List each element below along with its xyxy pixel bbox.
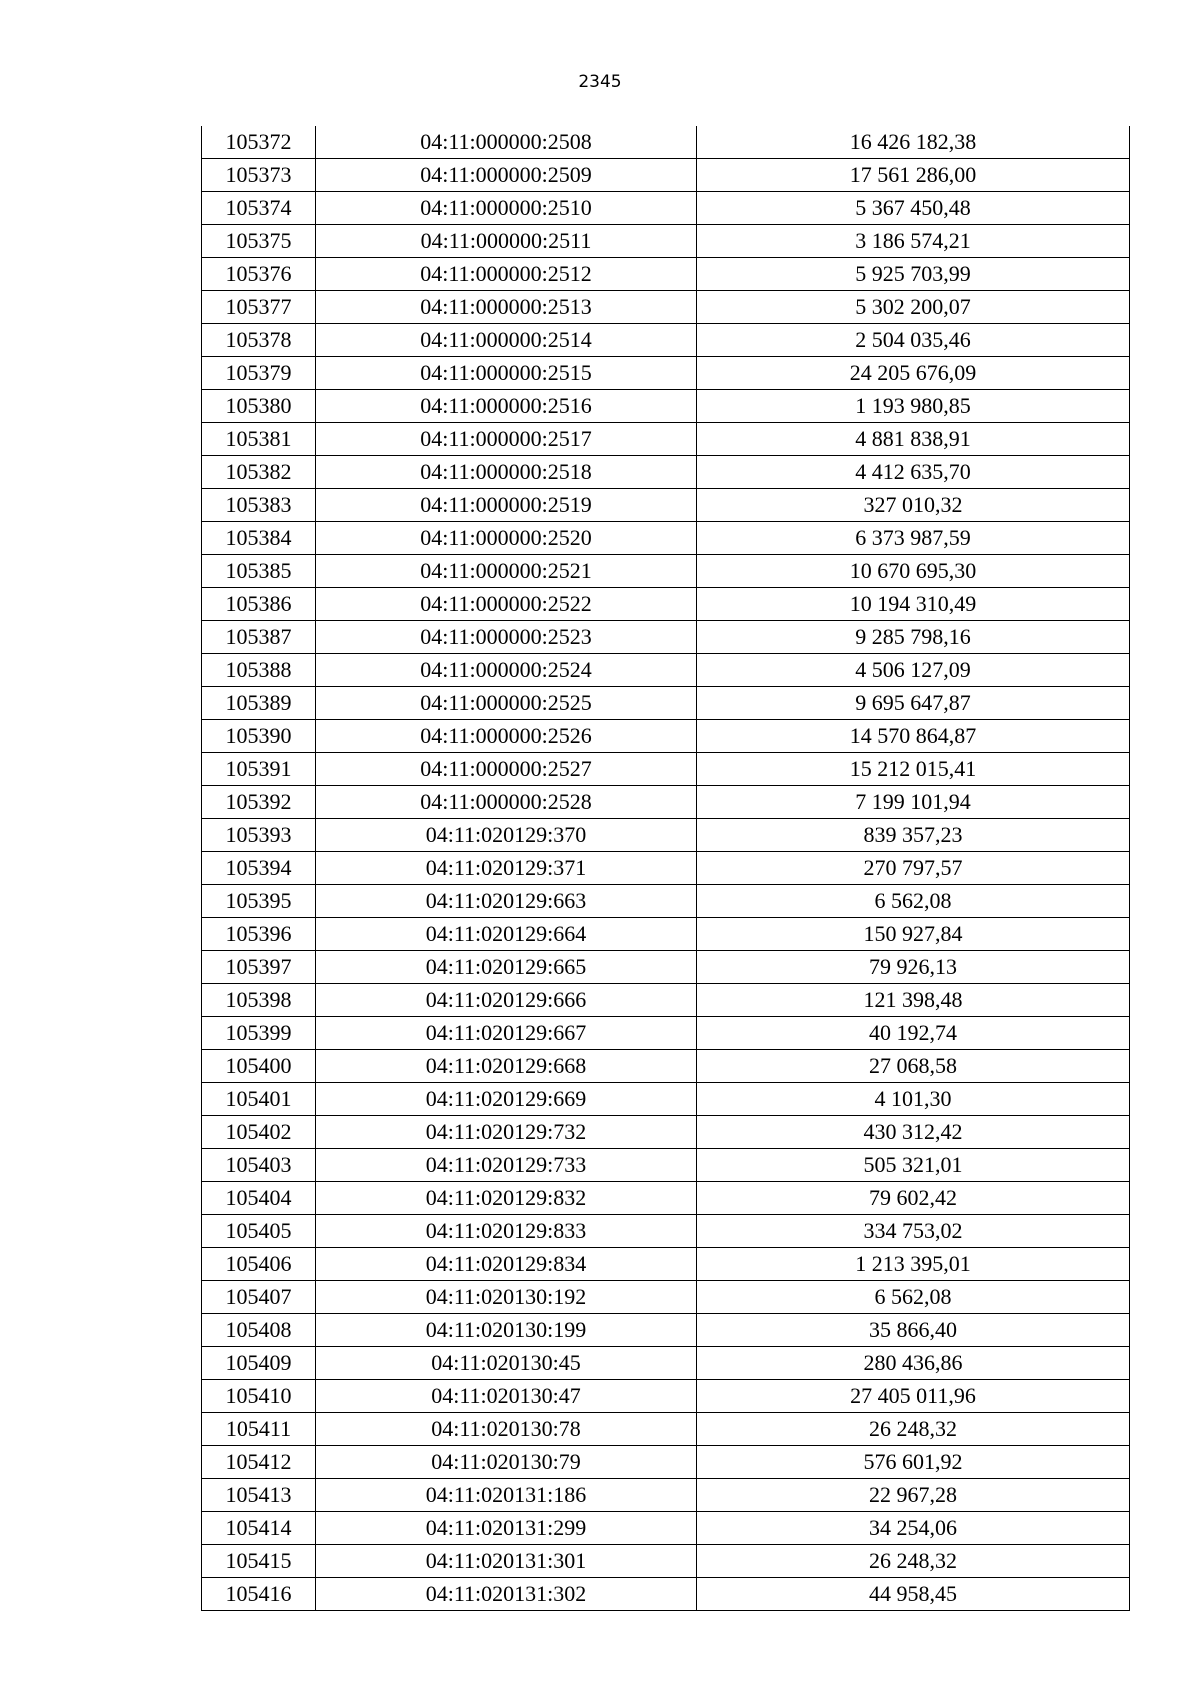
cadastral-value-cell: 839 357,23 xyxy=(697,819,1130,852)
row-number-cell: 105402 xyxy=(202,1116,316,1149)
cadastral-value-cell: 27 068,58 xyxy=(697,1050,1130,1083)
cadastral-value-cell: 5 302 200,07 xyxy=(697,291,1130,324)
cadastral-number-cell: 04:11:000000:2526 xyxy=(316,720,697,753)
table-row xyxy=(202,1446,1130,1479)
cadastral-number-cell: 04:11:020129:664 xyxy=(316,918,697,951)
cadastral-value-cell: 505 321,01 xyxy=(697,1149,1130,1182)
cadastral-value-cell: 5 367 450,48 xyxy=(697,192,1130,225)
cadastral-number-cell: 04:11:020129:732 xyxy=(316,1116,697,1149)
cadastral-number-cell: 04:11:000000:2522 xyxy=(316,588,697,621)
table-row xyxy=(202,786,1130,819)
table-row xyxy=(202,390,1130,423)
cadastral-value-cell: 17 561 286,00 xyxy=(697,159,1130,192)
cadastral-number-cell: 04:11:000000:2516 xyxy=(316,390,697,423)
cadastral-number-cell: 04:11:020131:301 xyxy=(316,1545,697,1578)
table-row xyxy=(202,885,1130,918)
cadastral-value-cell: 430 312,42 xyxy=(697,1116,1130,1149)
cadastral-number-cell: 04:11:000000:2525 xyxy=(316,687,697,720)
row-number-cell: 105396 xyxy=(202,918,316,951)
row-number-cell: 105394 xyxy=(202,852,316,885)
table-row xyxy=(202,621,1130,654)
row-number-cell: 105395 xyxy=(202,885,316,918)
row-number-cell: 105389 xyxy=(202,687,316,720)
row-number-cell: 105414 xyxy=(202,1512,316,1545)
table-row xyxy=(202,1017,1130,1050)
cadastral-number-cell: 04:11:000000:2518 xyxy=(316,456,697,489)
cadastral-number-cell: 04:11:020129:832 xyxy=(316,1182,697,1215)
row-number-cell: 105404 xyxy=(202,1182,316,1215)
cadastral-value-cell: 26 248,32 xyxy=(697,1413,1130,1446)
table-row xyxy=(202,1347,1130,1380)
cadastral-number-cell: 04:11:020129:371 xyxy=(316,852,697,885)
cadastral-value-cell: 334 753,02 xyxy=(697,1215,1130,1248)
table-row xyxy=(202,984,1130,1017)
row-number-cell: 105380 xyxy=(202,390,316,423)
cadastral-value-cell: 6 373 987,59 xyxy=(697,522,1130,555)
table-row xyxy=(202,192,1130,225)
row-number-cell: 105416 xyxy=(202,1578,316,1611)
row-number-cell: 105378 xyxy=(202,324,316,357)
cadastral-number-cell: 04:11:020131:299 xyxy=(316,1512,697,1545)
table-row xyxy=(202,1578,1130,1611)
row-number-cell: 105411 xyxy=(202,1413,316,1446)
cadastral-value-cell: 79 926,13 xyxy=(697,951,1130,984)
cadastral-number-cell: 04:11:020130:192 xyxy=(316,1281,697,1314)
cadastral-number-cell: 04:11:020129:834 xyxy=(316,1248,697,1281)
cadastral-number-cell: 04:11:000000:2523 xyxy=(316,621,697,654)
cadastral-value-cell: 10 194 310,49 xyxy=(697,588,1130,621)
table-row xyxy=(202,159,1130,192)
row-number-cell: 105374 xyxy=(202,192,316,225)
cadastral-number-cell: 04:11:000000:2517 xyxy=(316,423,697,456)
table-row xyxy=(202,1083,1130,1116)
cadastral-value-cell: 15 212 015,41 xyxy=(697,753,1130,786)
row-number-cell: 105379 xyxy=(202,357,316,390)
cadastral-value-table xyxy=(201,126,1130,1611)
cadastral-number-cell: 04:11:020131:302 xyxy=(316,1578,697,1611)
row-number-cell: 105387 xyxy=(202,621,316,654)
row-number-cell: 105407 xyxy=(202,1281,316,1314)
cadastral-number-cell: 04:11:000000:2528 xyxy=(316,786,697,819)
cadastral-value-cell: 4 101,30 xyxy=(697,1083,1130,1116)
table-row xyxy=(202,753,1130,786)
table-row xyxy=(202,1182,1130,1215)
cadastral-number-cell: 04:11:020129:667 xyxy=(316,1017,697,1050)
cadastral-value-cell: 270 797,57 xyxy=(697,852,1130,885)
table-row xyxy=(202,291,1130,324)
cadastral-number-cell: 04:11:000000:2527 xyxy=(316,753,697,786)
cadastral-value-cell: 44 958,45 xyxy=(697,1578,1130,1611)
cadastral-value-cell: 40 192,74 xyxy=(697,1017,1130,1050)
row-number-cell: 105384 xyxy=(202,522,316,555)
row-number-cell: 105381 xyxy=(202,423,316,456)
row-number-cell: 105390 xyxy=(202,720,316,753)
table-row xyxy=(202,720,1130,753)
cadastral-number-cell: 04:11:000000:2514 xyxy=(316,324,697,357)
cadastral-number-cell: 04:11:020131:186 xyxy=(316,1479,697,1512)
table-row xyxy=(202,456,1130,489)
cadastral-value-cell: 9 285 798,16 xyxy=(697,621,1130,654)
row-number-cell: 105392 xyxy=(202,786,316,819)
cadastral-value-cell: 9 695 647,87 xyxy=(697,687,1130,720)
cadastral-value-cell: 150 927,84 xyxy=(697,918,1130,951)
cadastral-number-cell: 04:11:020130:47 xyxy=(316,1380,697,1413)
row-number-cell: 105397 xyxy=(202,951,316,984)
cadastral-value-cell: 6 562,08 xyxy=(697,1281,1130,1314)
cadastral-number-cell: 04:11:000000:2519 xyxy=(316,489,697,522)
table-body xyxy=(202,126,1130,1611)
row-number-cell: 105385 xyxy=(202,555,316,588)
row-number-cell: 105386 xyxy=(202,588,316,621)
row-number-cell: 105400 xyxy=(202,1050,316,1083)
cadastral-number-cell: 04:11:020129:669 xyxy=(316,1083,697,1116)
cadastral-value-cell: 2 504 035,46 xyxy=(697,324,1130,357)
row-number-cell: 105373 xyxy=(202,159,316,192)
table-row xyxy=(202,1050,1130,1083)
cadastral-value-cell: 3 186 574,21 xyxy=(697,225,1130,258)
row-number-cell: 105391 xyxy=(202,753,316,786)
cadastral-value-cell: 24 205 676,09 xyxy=(697,357,1130,390)
cadastral-value-cell: 35 866,40 xyxy=(697,1314,1130,1347)
cadastral-value-cell: 280 436,86 xyxy=(697,1347,1130,1380)
cadastral-number-cell: 04:11:020129:663 xyxy=(316,885,697,918)
cadastral-value-cell: 6 562,08 xyxy=(697,885,1130,918)
table-row xyxy=(202,1248,1130,1281)
table-row xyxy=(202,1314,1130,1347)
row-number-cell: 105377 xyxy=(202,291,316,324)
cadastral-number-cell: 04:11:000000:2524 xyxy=(316,654,697,687)
row-number-cell: 105375 xyxy=(202,225,316,258)
table-row xyxy=(202,1413,1130,1446)
cadastral-value-cell: 27 405 011,96 xyxy=(697,1380,1130,1413)
cadastral-number-cell: 04:11:000000:2521 xyxy=(316,555,697,588)
table-row xyxy=(202,324,1130,357)
table-row xyxy=(202,1215,1130,1248)
cadastral-value-cell: 327 010,32 xyxy=(697,489,1130,522)
cadastral-number-cell: 04:11:000000:2511 xyxy=(316,225,697,258)
cadastral-value-cell: 79 602,42 xyxy=(697,1182,1130,1215)
table-row xyxy=(202,1281,1130,1314)
cadastral-number-cell: 04:11:000000:2520 xyxy=(316,522,697,555)
cadastral-value-cell: 4 506 127,09 xyxy=(697,654,1130,687)
row-number-cell: 105383 xyxy=(202,489,316,522)
row-number-cell: 105406 xyxy=(202,1248,316,1281)
table-row xyxy=(202,918,1130,951)
cadastral-value-cell: 4 881 838,91 xyxy=(697,423,1130,456)
cadastral-number-cell: 04:11:000000:2512 xyxy=(316,258,697,291)
cadastral-number-cell: 04:11:000000:2515 xyxy=(316,357,697,390)
row-number-cell: 105398 xyxy=(202,984,316,1017)
table-row xyxy=(202,522,1130,555)
cadastral-number-cell: 04:11:020130:45 xyxy=(316,1347,697,1380)
table-row xyxy=(202,1545,1130,1578)
table-row xyxy=(202,1479,1130,1512)
cadastral-value-cell: 1 213 395,01 xyxy=(697,1248,1130,1281)
cadastral-number-cell: 04:11:000000:2510 xyxy=(316,192,697,225)
row-number-cell: 105388 xyxy=(202,654,316,687)
cadastral-number-cell: 04:11:020129:668 xyxy=(316,1050,697,1083)
row-number-cell: 105401 xyxy=(202,1083,316,1116)
table-row xyxy=(202,1116,1130,1149)
row-number-cell: 105372 xyxy=(202,126,316,159)
cadastral-number-cell: 04:11:000000:2508 xyxy=(316,126,697,159)
table-row xyxy=(202,687,1130,720)
cadastral-value-cell: 1 193 980,85 xyxy=(697,390,1130,423)
cadastral-number-cell: 04:11:020129:733 xyxy=(316,1149,697,1182)
row-number-cell: 105393 xyxy=(202,819,316,852)
cadastral-value-cell: 121 398,48 xyxy=(697,984,1130,1017)
table-row xyxy=(202,423,1130,456)
table-row xyxy=(202,1512,1130,1545)
row-number-cell: 105415 xyxy=(202,1545,316,1578)
row-number-cell: 105376 xyxy=(202,258,316,291)
cadastral-number-cell: 04:11:020129:666 xyxy=(316,984,697,1017)
cadastral-number-cell: 04:11:020129:833 xyxy=(316,1215,697,1248)
row-number-cell: 105382 xyxy=(202,456,316,489)
cadastral-number-cell: 04:11:020129:370 xyxy=(316,819,697,852)
cadastral-number-cell: 04:11:020129:665 xyxy=(316,951,697,984)
table-row xyxy=(202,555,1130,588)
table-row xyxy=(202,258,1130,291)
cadastral-number-cell: 04:11:000000:2509 xyxy=(316,159,697,192)
row-number-cell: 105405 xyxy=(202,1215,316,1248)
cadastral-value-cell: 10 670 695,30 xyxy=(697,555,1130,588)
row-number-cell: 105403 xyxy=(202,1149,316,1182)
row-number-cell: 105399 xyxy=(202,1017,316,1050)
row-number-cell: 105412 xyxy=(202,1446,316,1479)
table-row xyxy=(202,1380,1130,1413)
cadastral-value-cell: 14 570 864,87 xyxy=(697,720,1130,753)
cadastral-value-cell: 4 412 635,70 xyxy=(697,456,1130,489)
table-row xyxy=(202,819,1130,852)
cadastral-value-cell: 5 925 703,99 xyxy=(697,258,1130,291)
table-row xyxy=(202,852,1130,885)
table-row xyxy=(202,588,1130,621)
table-row xyxy=(202,225,1130,258)
table-row xyxy=(202,654,1130,687)
cadastral-value-cell: 22 967,28 xyxy=(697,1479,1130,1512)
cadastral-value-cell: 7 199 101,94 xyxy=(697,786,1130,819)
table-row xyxy=(202,489,1130,522)
page-number: 2345 xyxy=(578,72,622,92)
row-number-cell: 105408 xyxy=(202,1314,316,1347)
cadastral-number-cell: 04:11:020130:79 xyxy=(316,1446,697,1479)
cadastral-number-cell: 04:11:020130:199 xyxy=(316,1314,697,1347)
table-row xyxy=(202,126,1130,159)
cadastral-number-cell: 04:11:020130:78 xyxy=(316,1413,697,1446)
cadastral-value-cell: 34 254,06 xyxy=(697,1512,1130,1545)
cadastral-value-cell: 16 426 182,38 xyxy=(697,126,1130,159)
row-number-cell: 105410 xyxy=(202,1380,316,1413)
row-number-cell: 105413 xyxy=(202,1479,316,1512)
cadastral-number-cell: 04:11:000000:2513 xyxy=(316,291,697,324)
cadastral-value-cell: 26 248,32 xyxy=(697,1545,1130,1578)
table-row xyxy=(202,951,1130,984)
table-row xyxy=(202,1149,1130,1182)
table-row xyxy=(202,357,1130,390)
cadastral-value-cell: 576 601,92 xyxy=(697,1446,1130,1479)
row-number-cell: 105409 xyxy=(202,1347,316,1380)
